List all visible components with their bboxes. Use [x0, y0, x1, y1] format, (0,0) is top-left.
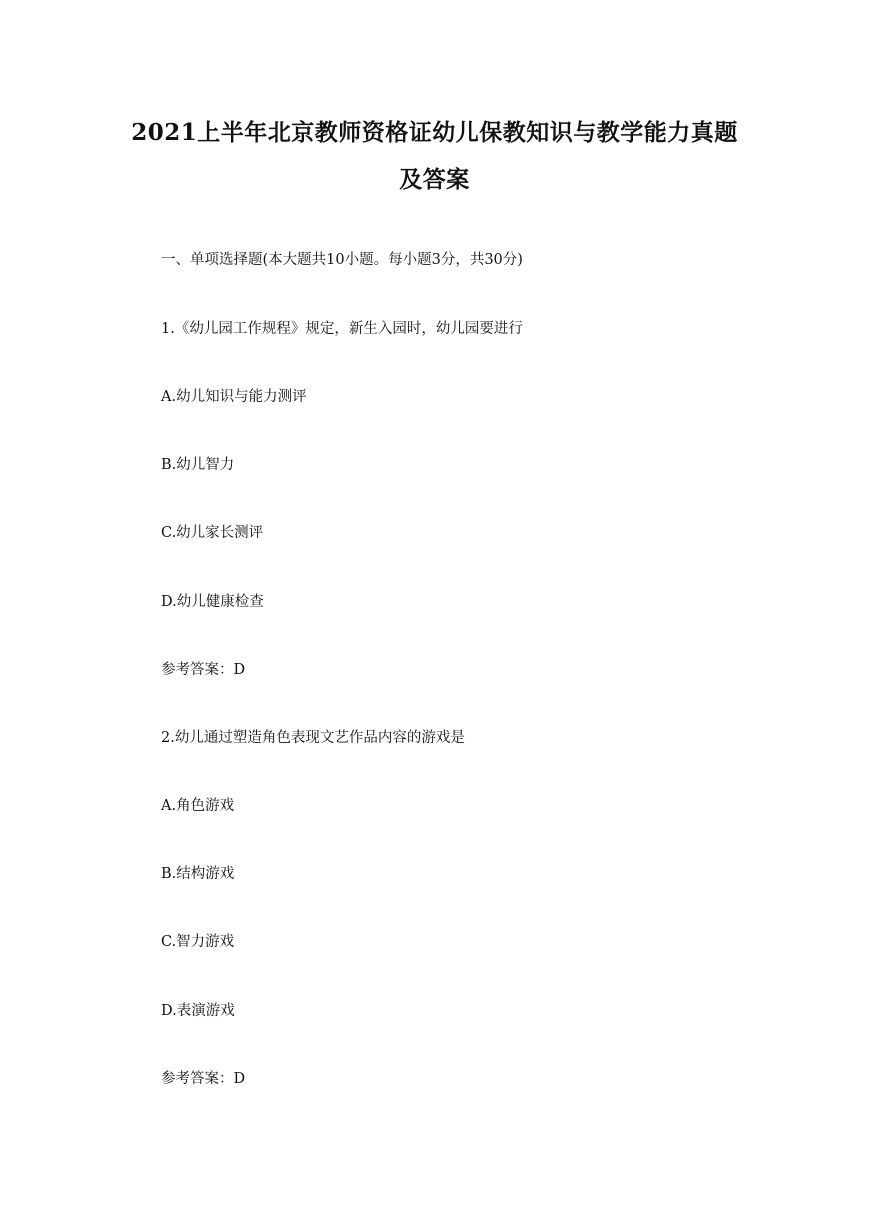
- question-1-option-c: C.幼儿家长测评: [161, 525, 264, 541]
- question-2-option-c: C.智力游戏: [161, 934, 235, 950]
- question-2-option-d: D.表演游戏: [161, 1003, 235, 1019]
- document-title-line-1: 2021上半年北京教师资格证幼儿保教知识与教学能力真题: [131, 119, 738, 146]
- question-1-answer: 参考答案：D: [161, 662, 246, 678]
- question-1-option-a: A.幼儿知识与能力测评: [161, 389, 307, 405]
- question-2-stem: 2.幼儿通过塑造角色表现文艺作品内容的游戏是: [161, 730, 465, 746]
- section-heading: 一、单项选择题(本大题共10小题。每小题3分，共30分): [161, 252, 523, 268]
- document-title-line-2: 及答案: [399, 166, 470, 193]
- question-1-option-b: B.幼儿智力: [161, 457, 235, 473]
- question-2-option-a: A.角色游戏: [161, 798, 235, 814]
- question-2-answer: 参考答案：D: [161, 1071, 246, 1087]
- question-1-stem: 1.《幼儿园工作规程》规定，新生入园时，幼儿园要进行: [161, 321, 523, 337]
- question-2-option-b: B.结构游戏: [161, 866, 235, 882]
- question-1-option-d: D.幼儿健康检查: [161, 594, 264, 610]
